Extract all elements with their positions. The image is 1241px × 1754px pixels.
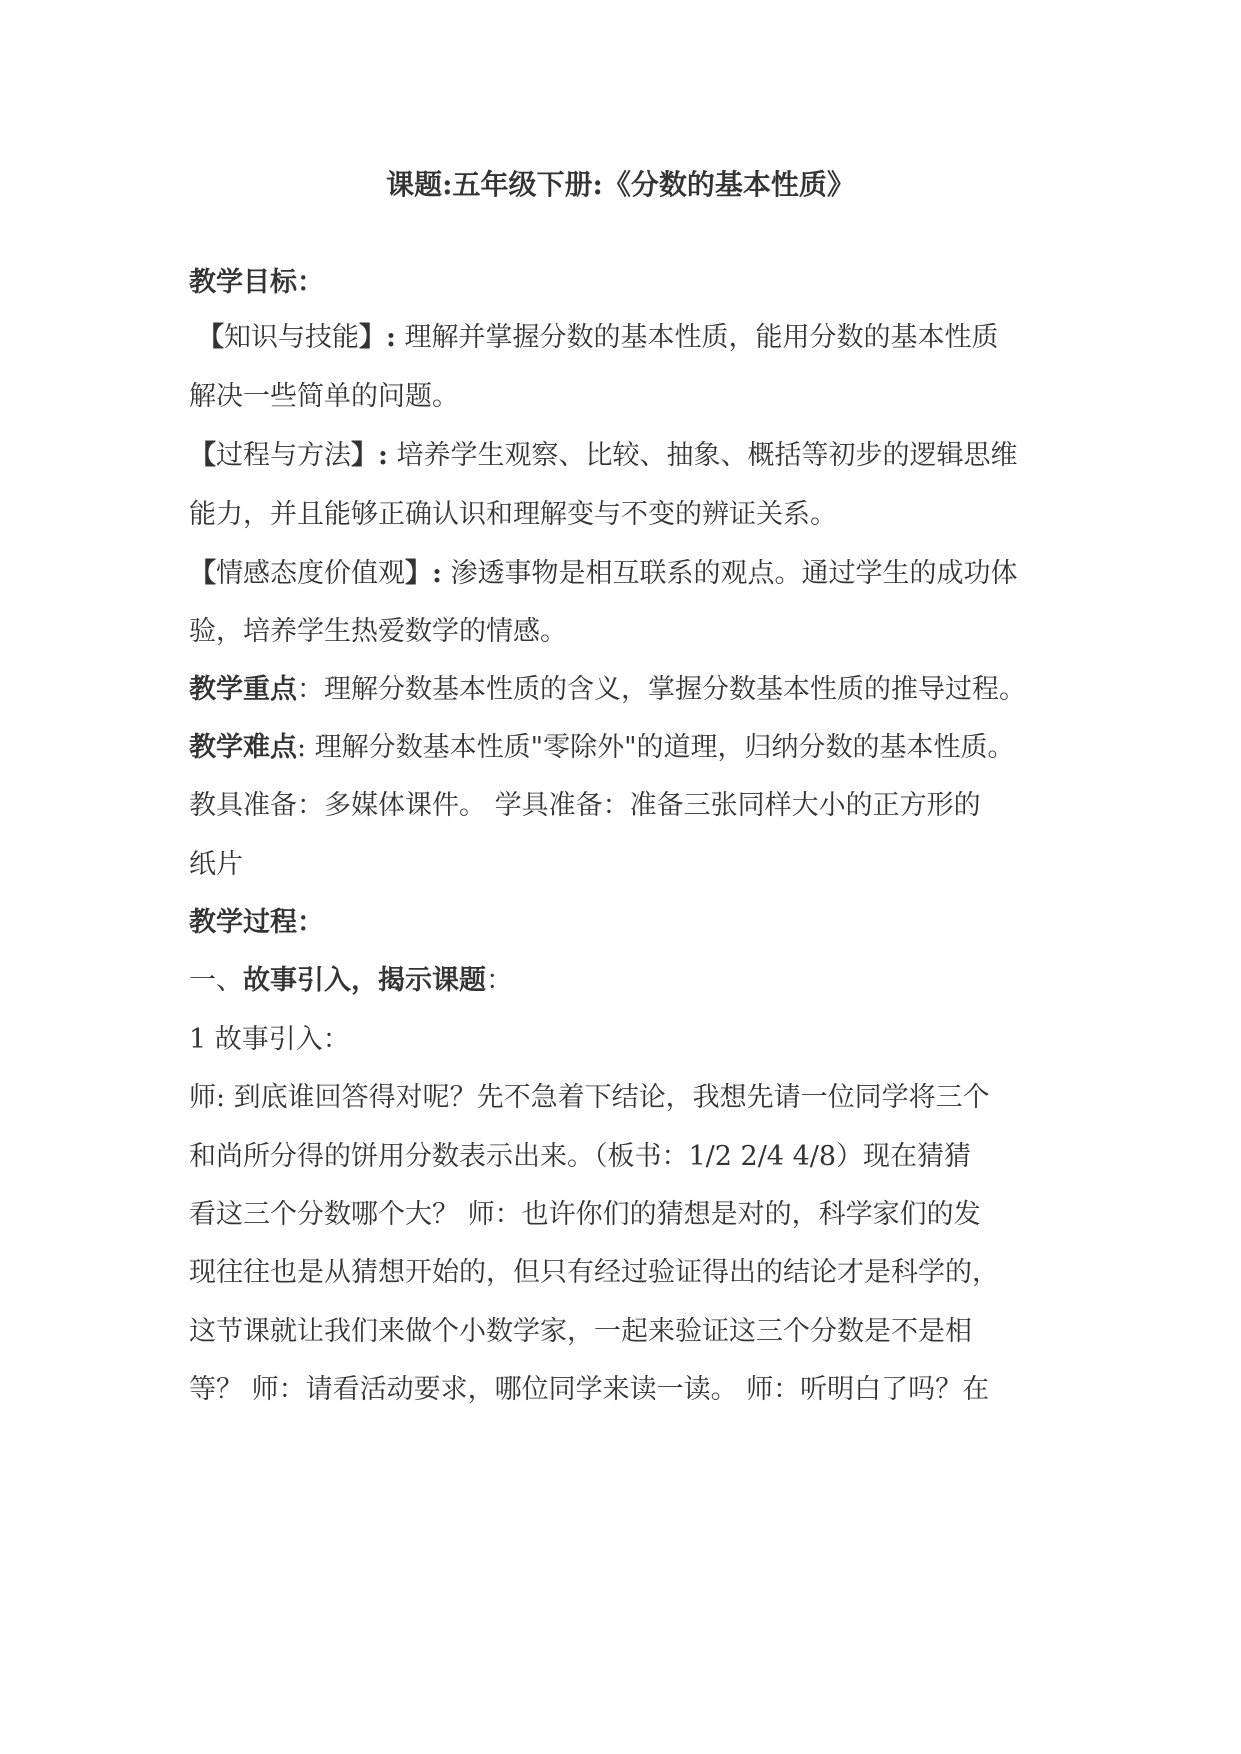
- knowledge-line-1: [197, 318, 999, 358]
- tools-line-1: 教具准备：多媒体课件。 学具准备：准备三张同样大小的正方形的: [189, 790, 981, 821]
- process-colon: :: [378, 440, 388, 471]
- process-line-2: 能力，并且能够正确认识和理解变与不变的辨证关系。: [189, 499, 837, 530]
- process-label-close: 】: [351, 440, 378, 471]
- document-title: 课题:五年级下册:《分数的基本性质》: [386, 168, 855, 201]
- process-line-1: [189, 436, 1018, 476]
- process-label: 过程与方法: [216, 440, 351, 471]
- process-label-open: 【: [189, 440, 216, 471]
- section-1-title: 故事引入，揭示课题: [243, 965, 486, 996]
- body-line: 师: 到底谁回答得对呢？先不急着下结论，我想先请一位同学将三个: [189, 1082, 990, 1113]
- knowledge-label: 知识与技能: [224, 322, 359, 353]
- difficulty-label: 教学难点: [189, 732, 297, 763]
- body-line: 这节课就让我们来做个小数学家，一起来验证这三个分数是不是相: [189, 1316, 972, 1347]
- emotion-colon: :: [432, 558, 442, 589]
- process-heading: 教学过程：: [189, 907, 324, 938]
- body-line: 看这三个分数哪个大？ 师：也许你们的猜想是对的，科学家们的发: [189, 1199, 981, 1230]
- knowledge-text-1: 理解并掌握分数的基本性质，能用分数的基本性质: [395, 322, 999, 353]
- knowledge-line-2: 解决一些简单的问题。: [189, 381, 459, 412]
- body-line: 现往往也是从猜想开始的，但只有经过验证得出的结论才是科学的，: [189, 1257, 999, 1288]
- objectives-heading: 教学目标：: [189, 267, 324, 298]
- knowledge-label-open: 【: [197, 322, 224, 353]
- process-text-1: 培养学生观察、比较、抽象、概括等初步的逻辑思维: [387, 440, 1018, 471]
- emotion-line-2: 验，培养学生热爱数学的情感。: [189, 616, 567, 647]
- emotion-label-open: 【: [189, 558, 216, 589]
- emotion-text-1: 渗透事物是相互联系的观点。通过学生的成功体: [441, 558, 1018, 589]
- knowledge-colon: :: [386, 322, 396, 353]
- knowledge-label-close: 】: [359, 322, 386, 353]
- key-point-label: 教学重点: [189, 674, 297, 705]
- difficulty-text: : 理解分数基本性质"零除外"的道理，归纳分数的基本性质。: [297, 732, 1015, 763]
- tools-line-2: 纸片: [189, 849, 243, 880]
- emotion-line-1: [189, 554, 1018, 594]
- difficulty-line: [189, 728, 1015, 768]
- key-point-text: ：理解分数基本性质的含义，掌握分数基本性质的推导过程。: [297, 674, 1026, 705]
- body-line: 等？ 师：请看活动要求，哪位同学来读一读。 师：听明白了吗？在: [189, 1374, 990, 1405]
- section-1-suffix: ：: [486, 965, 513, 996]
- emotion-label-close: 】: [405, 558, 432, 589]
- step-1: 1 故事引入：: [189, 1024, 350, 1055]
- section-1-heading: [189, 961, 513, 1001]
- body-line: 和尚所分得的饼用分数表示出来。（板书：1/2 2/4 4/8）现在猜猜: [189, 1141, 972, 1172]
- emotion-label: 情感态度价值观: [216, 558, 405, 589]
- section-1-prefix: 一、: [189, 965, 243, 996]
- key-point-line: [189, 670, 1026, 710]
